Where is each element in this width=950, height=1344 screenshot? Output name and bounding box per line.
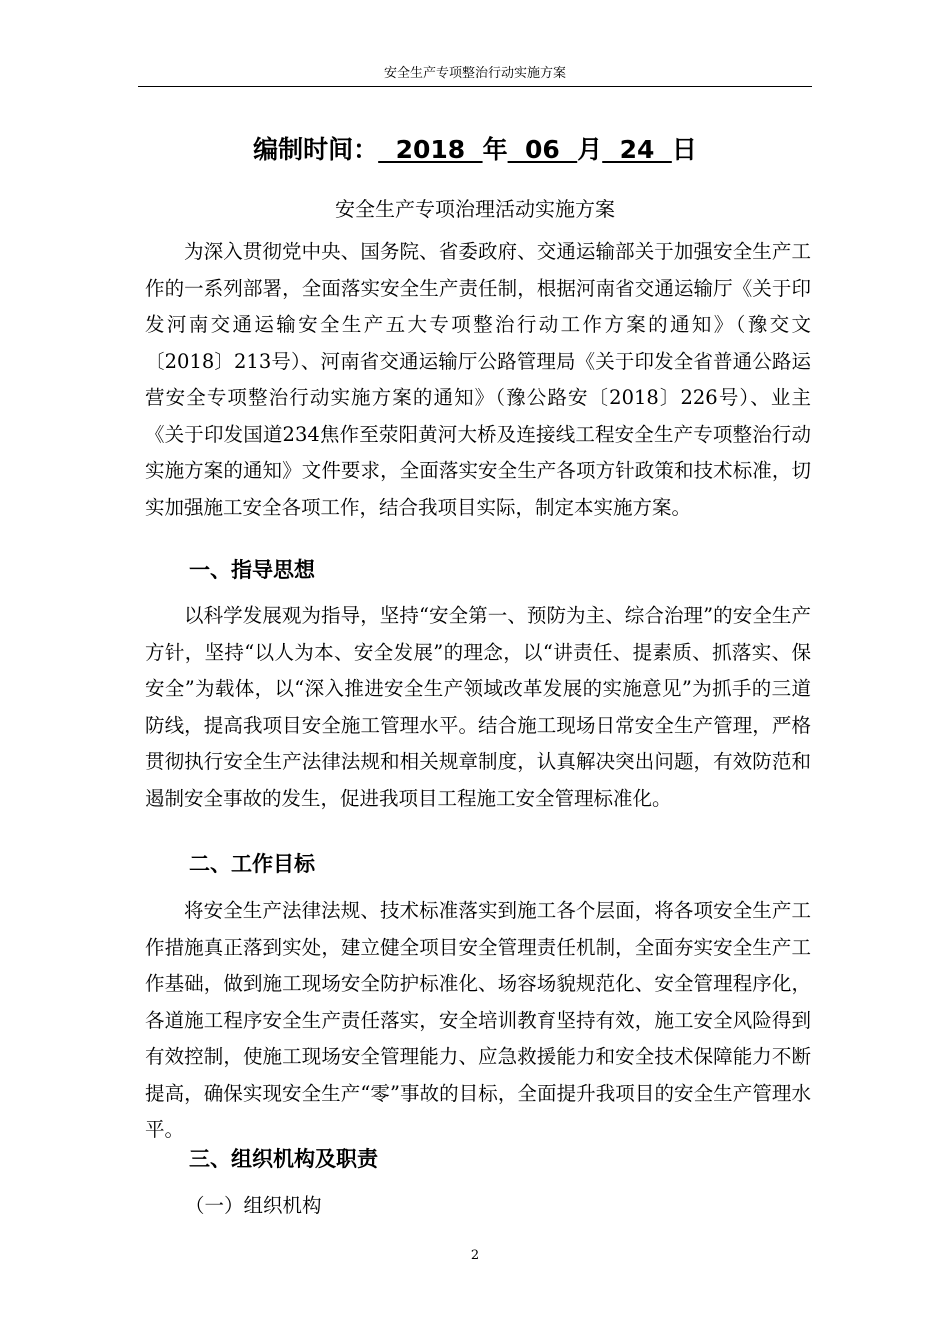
running-header-title: 安全生产专项整治行动实施方案	[383, 66, 566, 81]
page-number: 2	[470, 1248, 480, 1263]
compile-date-year: 2018	[378, 135, 483, 164]
compile-date-year-unit: 年	[482, 135, 508, 164]
compile-date-month: 06	[507, 135, 578, 164]
compile-date-line	[138, 130, 812, 170]
compile-date-day: 24	[602, 135, 672, 164]
section-heading-organization: 三、组织机构及职责	[189, 1147, 378, 1171]
work-goals-paragraph: 将安全生产法律法规、技术标准落实到施工各个层面，将各项安全生产工作措施真正落到实处，建立健全项目安全管理责任机制，全面夯实安全生产工作基础，做到施工现场安全防护标准化、场容场貌规范化、安全管理程序化，各道施工程序安全生产责任落实，安全培训教育坚持有效，施工安全风险得到有效控制，使施工现场安全管理能力、应急救援能力和安全技术保障能力不断提高，确保实现安全生产“零”事故的目标，全面提升我项目的安全生产管理水平。	[145, 899, 811, 1141]
compile-date-day-unit: 日	[671, 135, 697, 164]
guiding-ideology-paragraph: 以科学发展观为指导，坚持“安全第一、预防为主、综合治理”的安全生产方针，坚持“以人为本、安全发展”的理念，以“讲责任、提素质、抓落实、保安全”为载体，以“深入推进安全生产领域改革发展的实施意见”为抓手的三道防线，提高我项目安全施工管理水平。结合施工现场日常安全生产管理，严格贯彻执行安全生产法律法规和相关规章制度，认真解决突出问题，有效防范和遏制安全事故的发生，促进我项目工程施工安全管理标准化。	[145, 604, 811, 810]
document-title: 安全生产专项治理活动实施方案	[335, 197, 615, 221]
subheading-organization-structure: （一）组织机构	[185, 1194, 322, 1217]
section-heading-guiding-ideology: 一、指导思想	[189, 558, 315, 582]
work-goals-block	[145, 893, 811, 1149]
intro-paragraph: 为深入贯彻党中央、国务院、省委政府、交通运输部关于加强安全生产工作的一系列部署，全面落实安全生产责任制，根据河南省交通运输厅《关于印发河南交通运输安全生产五大专项整治行动工作方案的通知》（豫交文〔2018〕213号）、河南省交通运输厅公路管理局《关于印发全省普通公路运营安全专项整治行动实施方案的通知》（豫公路安〔2018〕226号）、业主《关于印发国道234焦作至荥阳黄河大桥及连接线工程安全生产专项整治行动实施方案的通知》文件要求，全面落实安全生产各项方针政策和技术标准，切实加强施工安全各项工作，结合我项目实际，制定本实施方案。	[145, 240, 811, 519]
compile-date-month-unit: 月	[577, 135, 603, 164]
running-header	[138, 66, 812, 87]
guiding-ideology-block	[145, 598, 811, 817]
intro-paragraph-block	[145, 234, 811, 526]
compile-date-label: 编制时间：	[253, 135, 379, 164]
section-heading-work-goals: 二、工作目标	[189, 852, 315, 876]
